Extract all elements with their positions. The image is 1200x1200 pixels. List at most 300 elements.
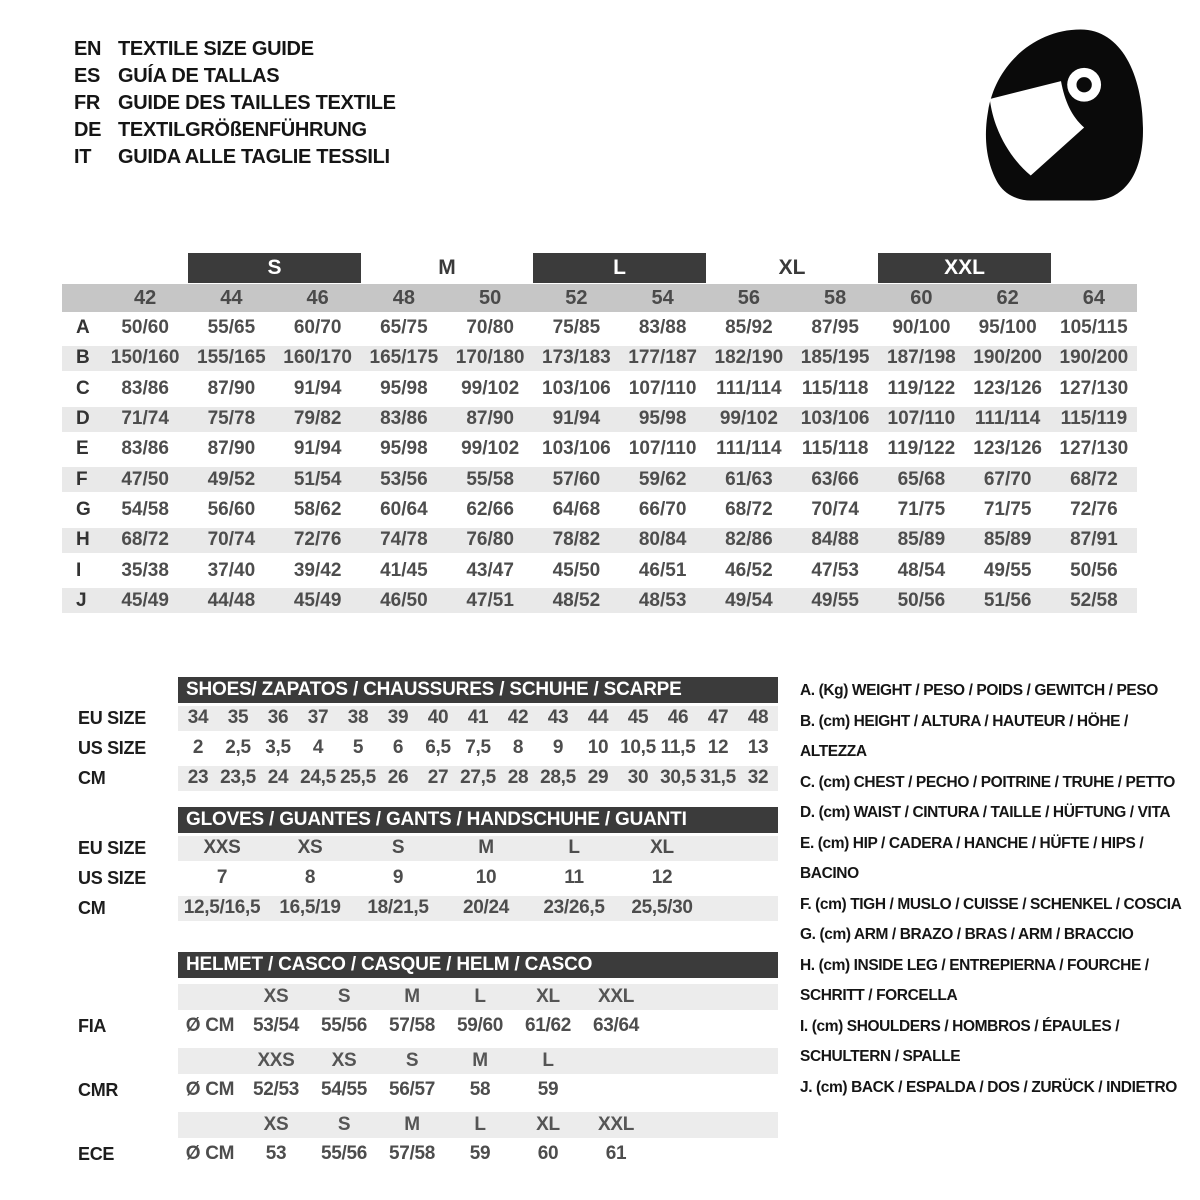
measurement-value: 54/58 [121,498,169,520]
measurement-value: 71/74 [121,408,169,430]
helmet-size-label: S [337,986,351,1007]
helmet-cm-value: 61/62 [524,1015,572,1036]
row-letter: J [76,589,87,611]
measurement-value: 71/75 [897,498,946,520]
measurement-value: 83/86 [121,438,169,460]
shoe-eu-size: 44 [587,707,609,728]
measurement-value: 48/54 [897,559,946,581]
racing-helmet-icon [972,26,1150,204]
helmet-values-cells [178,1138,778,1170]
shoes-table-title: SHOES/ ZAPATOS / CHAUSSURES / SCHUHE / SCARPE [178,677,778,703]
shoe-eu-size: 37 [307,707,329,728]
measurement-value: 103/106 [542,377,611,399]
shoe-us-size: 12 [707,737,729,758]
measurement-value: 95/98 [380,438,428,460]
measurement-value: 99/102 [461,438,520,460]
measurement-value: 64/68 [552,498,601,520]
measurement-value: 85/89 [983,529,1032,551]
helmet-size-label: XL [536,1114,560,1135]
glove-eu-size: L [568,837,580,858]
helmet-cm-value: 61 [605,1143,627,1164]
measurement-value: 60/70 [293,317,342,339]
shoe-eu-size: 40 [427,707,449,728]
glove-us-size: 12 [651,867,673,888]
helmet-size-label: S [337,1114,351,1135]
guide-title: GUIDE DES TAILLES TEXTILE [118,92,396,114]
helmet-sizes-cells [178,1112,778,1138]
gloves-cm-label: CM [78,897,106,918]
measurement-value: 72/76 [1070,498,1118,520]
legend-entry: H. (cm) INSIDE LEG / ENTREPIERNA / FOURCHE / SCHRITT / FORCELLA [800,956,1149,1004]
measurement-value: 78/82 [552,529,601,551]
measurement-value: 45/49 [121,589,169,611]
helmet-size-label: XXL [597,1114,635,1135]
helmet-cm-value: 53/54 [252,1015,300,1036]
legend-entry: E. (cm) HIP / CADERA / HANCHE / HÜFTE / HIPS / BACINO [800,834,1144,882]
measurement-value: 83/86 [121,377,169,399]
measurement-value: 45/49 [293,589,342,611]
shoes-eu-size-label: EU SIZE [78,707,146,728]
gloves-us-size-label: US SIZE [78,867,146,888]
size-number: 56 [737,286,760,309]
size-number: 48 [392,286,415,309]
language-row [74,90,396,117]
measurement-value: 111/114 [716,438,782,460]
shoe-us-size: 3,5 [265,737,291,758]
measurement-value: 87/95 [811,317,859,339]
measurement-value: 50/56 [897,589,946,611]
measurement-value: 49/55 [811,589,859,611]
size-group-m: M [438,256,456,279]
measurement-value: 119/122 [887,438,956,460]
measurement-value: 150/160 [110,347,180,369]
measurement-value: 50/60 [121,317,169,339]
helmet-cm-value: 63/64 [592,1015,640,1036]
measurement-value: 67/70 [983,468,1032,490]
helmet-size-label: XXS [257,1050,295,1071]
legend-entry: G. (cm) ARM / BRAZO / BRAS / ARM / BRACCIO [800,926,1134,943]
guide-title: GUIDA ALLE TAGLIE TESSILI [118,146,390,168]
shoe-cm-value: 23,5 [220,767,256,788]
shoe-cm-value: 27 [427,767,449,788]
shoe-cm-value: 28,5 [540,767,576,788]
measurement-value: 74/78 [380,529,428,551]
measurement-value: 70/80 [466,317,514,339]
helmet-size-label: XS [331,1050,357,1071]
glove-eu-size: XL [650,837,674,858]
measurement-value: 50/56 [1070,559,1118,581]
size-number: 58 [824,286,847,309]
measurement-value: 44/48 [207,589,256,611]
table-row [62,374,1137,404]
measurement-value: 85/89 [897,529,946,551]
helmet-size-label: XL [536,986,560,1007]
language-row [74,63,396,90]
shoe-cm-value: 30 [627,767,649,788]
shoe-eu-size: 34 [187,707,209,728]
measurement-value: 58/62 [293,498,342,520]
measurement-value: 49/52 [207,468,256,490]
helmet-cm-value: 56/57 [388,1079,436,1100]
helmet-cm-value: 55/56 [320,1015,368,1036]
measurement-value: 160/170 [283,347,352,369]
measurement-value: 46/52 [725,559,773,581]
helmet-cm-value: 57/58 [388,1143,436,1164]
helmet-table-title: HELMET / CASCO / CASQUE / HELM / CASCO [178,952,778,978]
gloves-table-title: GLOVES / GUANTES / GANTS / HANDSCHUHE / GUANTI [178,807,778,833]
measurement-value: 37/40 [207,559,256,581]
measurement-value: 95/98 [638,408,687,430]
measurement-value: 103/106 [542,438,611,460]
helmet-cm-value: 59 [469,1143,491,1164]
measurement-value: 127/130 [1059,377,1129,399]
measurement-value: 75/85 [552,317,601,339]
shoe-cm-value: 23 [187,767,209,788]
measurement-value: 107/110 [628,377,697,399]
glove-us-size: 7 [216,867,228,888]
size-number: 42 [134,286,157,309]
helmet-cm-value: 55/56 [320,1143,368,1164]
table-row [62,434,1137,464]
measurement-value: 107/110 [887,408,956,430]
measurement-value: 87/90 [466,408,514,430]
measurement-value: 82/86 [725,529,773,551]
measurement-value: 48/52 [552,589,601,611]
shoe-eu-size: 42 [507,707,529,728]
measurement-value: 49/55 [983,559,1032,581]
legend-entry: D. (cm) WAIST / CINTURA / TAILLE / HÜFTUNG / VITA [800,804,1171,821]
helmet-cm-value: 59/60 [456,1015,504,1036]
gloves-eu-size-label: EU SIZE [78,837,146,858]
language-code: IT [74,146,92,168]
measurement-value: 47/50 [121,468,169,490]
measurement-value: 65/75 [380,317,428,339]
size-group-xxl: XXL [878,253,1051,283]
measurement-value: 111/114 [974,408,1041,430]
measurement-value: 63/66 [811,468,859,490]
helmet-size-label: XS [263,986,289,1007]
helmet-size-label: M [404,1114,420,1135]
glove-us-size: 11 [564,867,584,888]
shoe-eu-size: 43 [547,707,569,728]
shoe-cm-value: 31,5 [700,767,736,788]
measurement-value: 95/100 [978,317,1037,339]
measurement-value: 55/58 [466,468,514,490]
shoes-us-size-label: US SIZE [78,737,146,758]
measurement-value: 155/165 [197,347,266,369]
measurement-value: 83/86 [380,408,428,430]
shoe-cm-value: 28 [507,767,529,788]
measurement-value: 48/53 [638,589,687,611]
measurement-value: 68/72 [725,498,773,520]
shoe-us-size: 10,5 [620,737,656,758]
glove-cm-value: 12,5/16,5 [183,897,261,918]
helmet-values-cells [178,1074,778,1106]
guide-title: GUÍA DE TALLAS [118,65,280,87]
size-number: 62 [996,286,1019,309]
helmet-sizes-row-ece [62,1112,1137,1138]
measurement-value: 41/45 [380,559,428,581]
language-code: ES [74,65,101,87]
shoes-eu-row [178,703,778,733]
helmet-sizes-cells [178,1048,778,1074]
measurement-value: 79/82 [293,408,342,430]
size-number: 60 [910,286,933,309]
measurement-value: 123/126 [973,438,1042,460]
measurement-value: 87/90 [207,377,256,399]
glove-eu-size: XS [297,837,323,858]
measurement-value: 115/118 [801,377,869,399]
measurement-value: 55/65 [207,317,256,339]
shoe-cm-value: 29 [587,767,609,788]
glove-us-size: 9 [392,867,404,888]
measurement-value: 60/64 [380,498,428,520]
legend-entry: I. (cm) SHOULDERS / HOMBROS / ÉPAULES / SCHULTERN / SPALLE [800,1017,1120,1065]
shoes-cm-row [178,763,778,793]
shoe-us-size: 6,5 [425,737,451,758]
language-code: EN [74,38,102,60]
shoe-us-size: 10 [587,737,609,758]
measurement-legend [800,676,1185,1103]
shoe-us-size: 7,5 [465,737,491,758]
measurement-rows [62,313,1137,616]
measurement-value: 45/50 [552,559,601,581]
diameter-cm-label: Ø CM [185,1079,235,1100]
row-letter: H [76,529,90,551]
size-number: 44 [220,286,243,309]
shoe-us-size: 8 [512,737,524,758]
helmet-cm-value: 53 [265,1143,287,1164]
measurement-value: 173/183 [542,347,611,369]
diameter-cm-label: Ø CM [185,1015,235,1036]
shoe-eu-size: 36 [267,707,289,728]
measurement-value: 87/90 [207,438,256,460]
measurement-value: 105/115 [1060,317,1128,339]
measurement-value: 51/56 [983,589,1032,611]
glove-eu-size: M [478,837,494,858]
shoe-eu-size: 39 [387,707,409,728]
glove-eu-size: S [391,837,405,858]
shoe-eu-size: 38 [347,707,369,728]
size-number: 50 [479,286,502,309]
size-number: 64 [1082,286,1105,309]
shoe-cm-value: 30,5 [660,767,696,788]
measurement-value: 165/175 [369,347,439,369]
shoe-us-size: 9 [552,737,564,758]
shoe-cm-value: 24 [267,767,289,788]
row-letter: B [76,347,90,369]
measurement-value: 185/195 [800,347,870,369]
measurement-value: 99/102 [461,377,520,399]
legend-entry: C. (cm) CHEST / PECHO / POITRINE / TRUHE / PETTO [800,773,1175,791]
measurement-value: 80/84 [638,529,687,551]
row-letter: D [76,408,90,430]
legend-entry: A. (Kg) WEIGHT / PESO / POIDS / GEWITCH / PESO [800,682,1158,699]
measurement-value: 70/74 [811,498,859,520]
measurement-value: 46/51 [638,559,687,581]
measurement-value: 65/68 [897,468,946,490]
legend-entry: J. (cm) BACK / ESPALDA / DOS / ZURÜCK / INDIETRO [800,1078,1177,1096]
helmet-size-label: M [404,986,420,1007]
helmet-values-row-ece [62,1138,1137,1170]
legend-entry: F. (cm) TIGH / MUSLO / CUISSE / SCHENKEL / COSCIA [800,895,1182,913]
shoe-us-size: 13 [747,737,769,758]
measurement-value: 99/102 [719,408,778,430]
shoes-us-row [178,733,778,763]
glove-us-size: 10 [475,867,497,888]
measurement-value: 190/200 [1059,347,1129,369]
table-row [62,586,1137,616]
language-row [74,144,396,171]
helmet-size-label: L [474,1114,486,1135]
language-code: DE [74,119,102,141]
glove-eu-size: XXS [203,837,241,858]
size-group-l: L [533,253,706,283]
helmet-size-label: L [542,1050,554,1071]
measurement-value: 177/187 [628,347,697,369]
measurement-value: 47/53 [811,559,859,581]
helmet-sizes-cells [178,984,778,1010]
measurement-value: 52/58 [1070,589,1118,611]
shoe-eu-size: 35 [227,707,249,728]
measurement-value: 119/122 [887,377,956,399]
language-row [74,36,396,63]
row-letter: C [76,377,90,399]
glove-cm-value: 23/26,5 [543,897,605,918]
helmet-cm-value: 52/53 [252,1079,300,1100]
measurement-value: 127/130 [1059,438,1129,460]
measurement-value: 90/100 [892,317,951,339]
helmet-size-label: XS [263,1114,289,1135]
shoe-eu-size: 47 [707,707,729,728]
size-number: 52 [565,286,588,309]
measurement-value: 53/56 [380,468,428,490]
table-row [62,525,1137,555]
measurement-value: 190/200 [973,347,1042,369]
gloves-eu-row [178,833,778,863]
shoe-us-size: 2 [192,737,204,758]
measurement-value: 56/60 [207,498,256,520]
helmet-standard-label: CMR [78,1079,119,1100]
measurement-value: 76/80 [466,529,514,551]
measurement-value: 68/72 [121,529,169,551]
helmet-standard-label: FIA [78,1015,107,1036]
shoe-us-size: 11,5 [660,737,696,758]
measurement-value: 68/72 [1070,468,1118,490]
textile-size-table [62,253,1137,616]
glove-us-size: 8 [304,867,316,888]
legend-entry: B. (cm) HEIGHT / ALTURA / HAUTEUR / HÖHE / ALTEZZA [800,712,1128,760]
gloves-us-row [178,863,778,893]
measurement-value: 107/110 [628,438,697,460]
glove-cm-value: 16,5/19 [279,897,341,918]
measurement-value: 111/114 [716,377,782,399]
measurement-value: 49/54 [725,589,773,611]
measurement-value: 75/78 [207,408,256,430]
language-title-list [74,36,396,171]
measurement-value: 46/50 [380,589,428,611]
size-number: 46 [306,286,329,309]
shoe-eu-size: 45 [627,707,649,728]
diameter-cm-label: Ø CM [185,1143,235,1164]
glove-cm-value: 25,5/30 [631,897,693,918]
helmet-cm-value: 58 [469,1079,491,1100]
guide-title: TEXTILGRÖßENFÜHRUNG [118,119,367,141]
helmet-standard-label: ECE [78,1143,115,1164]
helmet-size-label: XXL [597,986,635,1007]
shoe-cm-value: 25,5 [340,767,376,788]
measurement-value: 35/38 [121,559,169,581]
measurement-value: 66/70 [638,498,687,520]
table-row [62,495,1137,525]
shoe-cm-value: 26 [387,767,409,788]
helmet-cm-value: 57/58 [388,1015,436,1036]
guide-title: TEXTILE SIZE GUIDE [118,38,314,60]
shoe-eu-size: 41 [467,707,489,728]
table-row [62,404,1137,434]
shoes-cm-label: CM [78,767,106,788]
gloves-cm-row [178,893,778,923]
measurement-value: 83/88 [638,317,687,339]
row-letter: F [76,468,88,490]
measurement-value: 95/98 [380,377,428,399]
measurement-value: 87/91 [1070,529,1118,551]
measurement-value: 123/126 [973,377,1042,399]
measurement-value: 84/88 [811,529,859,551]
shoe-us-size: 5 [352,737,364,758]
measurement-value: 91/94 [293,438,342,460]
shoe-cm-value: 27,5 [460,767,496,788]
row-letter: E [76,438,89,460]
shoe-eu-size: 46 [667,707,689,728]
table-row [62,343,1137,373]
measurement-value: 61/63 [725,468,773,490]
measurement-value: 91/94 [293,377,342,399]
helmet-cm-value: 59 [537,1079,559,1100]
row-letter: I [76,559,82,581]
helmet-cm-value: 54/55 [320,1079,368,1100]
helmet-cm-value: 60 [537,1143,559,1164]
size-group-xl: XL [778,256,806,279]
language-code: FR [74,92,101,114]
measurement-value: 51/54 [293,468,342,490]
measurement-value: 85/92 [725,317,773,339]
shoe-cm-value: 24,5 [300,767,336,788]
measurement-value: 103/106 [800,408,870,430]
size-group-header [62,253,1137,283]
glove-cm-value: 20/24 [462,897,510,918]
size-group-s: S [188,253,361,283]
measurement-value: 170/180 [455,347,525,369]
measurement-value: 182/190 [714,347,784,369]
measurement-value: 47/51 [466,589,514,611]
table-row [62,313,1137,343]
helmet-values-cells [178,1010,778,1042]
language-row [74,117,396,144]
table-row [62,555,1137,585]
measurement-value: 115/119 [1060,408,1128,430]
glove-cm-value: 18/21,5 [367,897,429,918]
measurement-value: 187/198 [887,347,956,369]
row-letter: A [76,317,90,339]
measurement-value: 57/60 [552,468,601,490]
measurement-value: 43/47 [466,559,514,581]
measurement-value: 91/94 [552,408,601,430]
helmet-size-label: M [472,1050,488,1071]
measurement-value: 59/62 [638,468,687,490]
measurement-value: 62/66 [466,498,514,520]
measurement-value: 70/74 [207,529,256,551]
